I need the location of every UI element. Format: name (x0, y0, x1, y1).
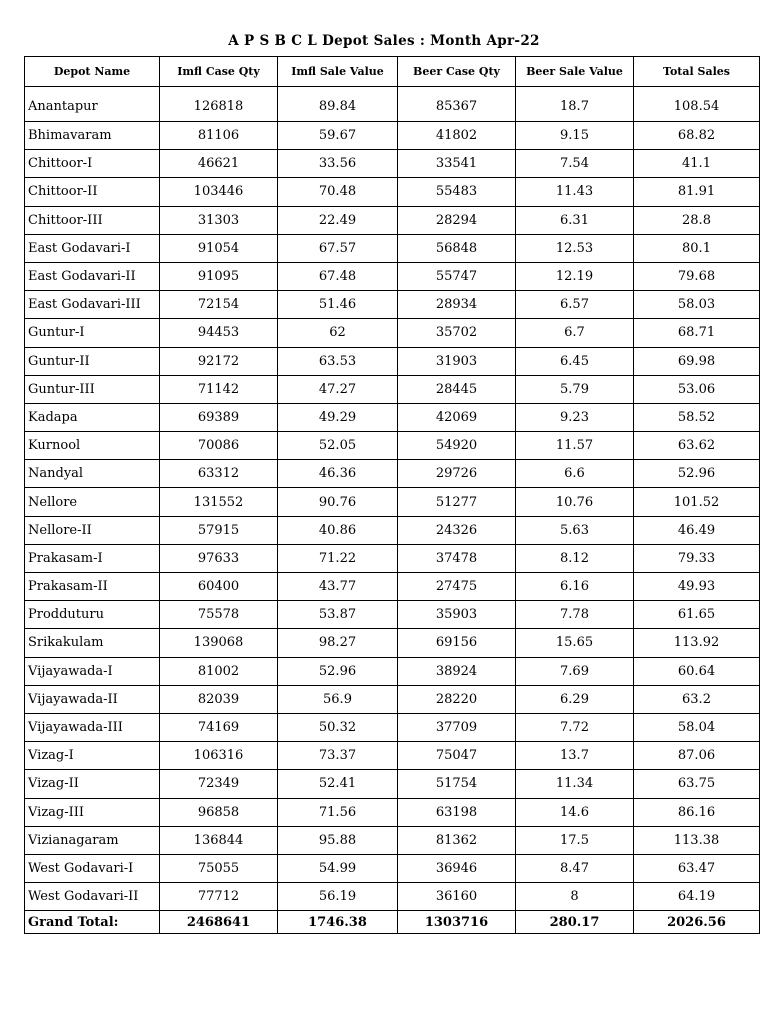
imfl-sale-value-cell: 22.49 (278, 206, 398, 234)
total-sales-cell: 113.38 (634, 826, 760, 854)
imfl-case-qty-cell: 82039 (160, 685, 278, 713)
imfl-sale-value-cell: 33.56 (278, 150, 398, 178)
beer-case-qty-cell: 41802 (398, 122, 516, 150)
imfl-sale-value-cell: 67.48 (278, 262, 398, 290)
table-row (25, 516, 760, 544)
beer-case-qty-cell: 56848 (398, 234, 516, 262)
depot-name-cell: Vizag-I (25, 742, 160, 770)
imfl-case-qty-cell: 136844 (160, 826, 278, 854)
beer-sale-value-cell: 8 (516, 883, 634, 911)
beer-sale-value-cell: 7.54 (516, 150, 634, 178)
total-sales-cell: 64.19 (634, 883, 760, 911)
imfl-case-qty-cell: 60400 (160, 573, 278, 601)
table-row (25, 770, 760, 798)
total-sales-cell: 69.98 (634, 347, 760, 375)
total-sales-cell: 108.54 (634, 87, 760, 122)
depot-name-cell: Vijayawada-I (25, 657, 160, 685)
table-row (25, 87, 760, 122)
table-row (25, 432, 760, 460)
column-header-beer-sale-value: Beer Sale Value (516, 57, 634, 87)
imfl-case-qty-cell: 46621 (160, 150, 278, 178)
imfl-sale-value-cell: 56.19 (278, 883, 398, 911)
beer-case-qty-cell: 55747 (398, 262, 516, 290)
total-sales-cell: 68.82 (634, 122, 760, 150)
beer-sale-value-cell: 11.57 (516, 432, 634, 460)
imfl-sale-value-cell: 52.41 (278, 770, 398, 798)
column-header-total-sales: Total Sales (634, 57, 760, 87)
imfl-sale-value-cell: 70.48 (278, 178, 398, 206)
imfl-sale-value-cell: 51.46 (278, 291, 398, 319)
beer-case-qty-cell: 54920 (398, 432, 516, 460)
depot-name-cell: Guntur-II (25, 347, 160, 375)
depot-name-cell: Chittoor-II (25, 178, 160, 206)
header-row (25, 57, 760, 87)
beer-case-qty-cell: 36160 (398, 883, 516, 911)
total-sales-cell: 86.16 (634, 798, 760, 826)
imfl-case-qty-cell: 106316 (160, 742, 278, 770)
depot-name-cell: East Godavari-III (25, 291, 160, 319)
table-row (25, 713, 760, 741)
column-header-imfl-sale-value: Imfl Sale Value (278, 57, 398, 87)
depot-name-cell: Vizag-III (25, 798, 160, 826)
grand-total-beer-sale-value: 280.17 (516, 911, 634, 934)
imfl-sale-value-cell: 50.32 (278, 713, 398, 741)
imfl-case-qty-cell: 77712 (160, 883, 278, 911)
imfl-sale-value-cell: 54.99 (278, 854, 398, 882)
total-sales-cell: 63.62 (634, 432, 760, 460)
depot-name-cell: Guntur-III (25, 375, 160, 403)
imfl-sale-value-cell: 56.9 (278, 685, 398, 713)
imfl-sale-value-cell: 53.87 (278, 601, 398, 629)
beer-sale-value-cell: 6.7 (516, 319, 634, 347)
beer-sale-value-cell: 12.19 (516, 262, 634, 290)
grand-total-total-sales: 2026.56 (634, 911, 760, 934)
table-row (25, 319, 760, 347)
grand-total-label: Grand Total: (25, 911, 160, 934)
total-sales-cell: 101.52 (634, 488, 760, 516)
total-sales-cell: 81.91 (634, 178, 760, 206)
imfl-sale-value-cell: 52.05 (278, 432, 398, 460)
total-sales-cell: 41.1 (634, 150, 760, 178)
beer-sale-value-cell: 15.65 (516, 629, 634, 657)
beer-sale-value-cell: 5.79 (516, 375, 634, 403)
table-row (25, 826, 760, 854)
beer-sale-value-cell: 8.47 (516, 854, 634, 882)
total-sales-cell: 63.2 (634, 685, 760, 713)
depot-name-cell: Vijayawada-II (25, 685, 160, 713)
depot-name-cell: Nandyal (25, 460, 160, 488)
table-row (25, 742, 760, 770)
table-row (25, 347, 760, 375)
depot-name-cell: Guntur-I (25, 319, 160, 347)
imfl-case-qty-cell: 91054 (160, 234, 278, 262)
beer-sale-value-cell: 12.53 (516, 234, 634, 262)
beer-case-qty-cell: 42069 (398, 403, 516, 431)
imfl-case-qty-cell: 75055 (160, 854, 278, 882)
beer-sale-value-cell: 6.6 (516, 460, 634, 488)
column-header-beer-case-qty: Beer Case Qty (398, 57, 516, 87)
beer-sale-value-cell: 6.29 (516, 685, 634, 713)
beer-sale-value-cell: 13.7 (516, 742, 634, 770)
total-sales-cell: 58.04 (634, 713, 760, 741)
depot-name-cell: Vijayawada-III (25, 713, 160, 741)
beer-case-qty-cell: 33541 (398, 150, 516, 178)
beer-case-qty-cell: 81362 (398, 826, 516, 854)
depot-name-cell: Nellore-II (25, 516, 160, 544)
beer-sale-value-cell: 18.7 (516, 87, 634, 122)
depot-name-cell: Prakasam-I (25, 544, 160, 572)
imfl-sale-value-cell: 47.27 (278, 375, 398, 403)
imfl-sale-value-cell: 62 (278, 319, 398, 347)
imfl-case-qty-cell: 91095 (160, 262, 278, 290)
beer-sale-value-cell: 7.69 (516, 657, 634, 685)
beer-case-qty-cell: 51754 (398, 770, 516, 798)
beer-sale-value-cell: 17.5 (516, 826, 634, 854)
table-row (25, 150, 760, 178)
imfl-case-qty-cell: 72349 (160, 770, 278, 798)
table-row (25, 685, 760, 713)
table-row (25, 291, 760, 319)
beer-sale-value-cell: 6.57 (516, 291, 634, 319)
beer-case-qty-cell: 28220 (398, 685, 516, 713)
depot-name-cell: Srikakulam (25, 629, 160, 657)
table-row (25, 262, 760, 290)
depot-name-cell: Anantapur (25, 87, 160, 122)
beer-case-qty-cell: 51277 (398, 488, 516, 516)
column-header-imfl-case-qty: Imfl Case Qty (160, 57, 278, 87)
beer-case-qty-cell: 85367 (398, 87, 516, 122)
imfl-case-qty-cell: 81106 (160, 122, 278, 150)
total-sales-cell: 87.06 (634, 742, 760, 770)
beer-case-qty-cell: 28934 (398, 291, 516, 319)
total-sales-cell: 52.96 (634, 460, 760, 488)
total-sales-cell: 80.1 (634, 234, 760, 262)
imfl-sale-value-cell: 46.36 (278, 460, 398, 488)
total-sales-cell: 63.47 (634, 854, 760, 882)
beer-sale-value-cell: 9.15 (516, 122, 634, 150)
imfl-case-qty-cell: 94453 (160, 319, 278, 347)
beer-case-qty-cell: 37478 (398, 544, 516, 572)
imfl-sale-value-cell: 49.29 (278, 403, 398, 431)
depot-name-cell: Vizianagaram (25, 826, 160, 854)
table-row (25, 573, 760, 601)
imfl-case-qty-cell: 139068 (160, 629, 278, 657)
beer-sale-value-cell: 11.43 (516, 178, 634, 206)
imfl-case-qty-cell: 70086 (160, 432, 278, 460)
imfl-sale-value-cell: 98.27 (278, 629, 398, 657)
total-sales-cell: 58.03 (634, 291, 760, 319)
table-row (25, 883, 760, 911)
depot-name-cell: Bhimavaram (25, 122, 160, 150)
depot-name-cell: East Godavari-II (25, 262, 160, 290)
total-sales-cell: 63.75 (634, 770, 760, 798)
grand-total-beer-case-qty: 1303716 (398, 911, 516, 934)
beer-sale-value-cell: 7.78 (516, 601, 634, 629)
beer-sale-value-cell: 6.31 (516, 206, 634, 234)
beer-case-qty-cell: 31903 (398, 347, 516, 375)
table-row (25, 629, 760, 657)
table-row (25, 403, 760, 431)
beer-case-qty-cell: 38924 (398, 657, 516, 685)
column-header-depot-name: Depot Name (25, 57, 160, 87)
beer-case-qty-cell: 35903 (398, 601, 516, 629)
beer-sale-value-cell: 11.34 (516, 770, 634, 798)
beer-sale-value-cell: 7.72 (516, 713, 634, 741)
table-row (25, 178, 760, 206)
beer-sale-value-cell: 5.63 (516, 516, 634, 544)
beer-case-qty-cell: 37709 (398, 713, 516, 741)
table-row (25, 206, 760, 234)
beer-case-qty-cell: 55483 (398, 178, 516, 206)
table-row (25, 798, 760, 826)
page-title: A P S B C L Depot Sales : Month Apr-22 (228, 33, 540, 49)
depot-name-cell: Nellore (25, 488, 160, 516)
imfl-sale-value-cell: 59.67 (278, 122, 398, 150)
depot-name-cell: East Godavari-I (25, 234, 160, 262)
imfl-case-qty-cell: 74169 (160, 713, 278, 741)
depot-name-cell: Prodduturu (25, 601, 160, 629)
imfl-case-qty-cell: 72154 (160, 291, 278, 319)
imfl-sale-value-cell: 71.56 (278, 798, 398, 826)
total-sales-cell: 49.93 (634, 573, 760, 601)
grand-total-imfl-sale-value: 1746.38 (278, 911, 398, 934)
grand-total-imfl-case-qty: 2468641 (160, 911, 278, 934)
imfl-sale-value-cell: 40.86 (278, 516, 398, 544)
total-sales-cell: 113.92 (634, 629, 760, 657)
imfl-case-qty-cell: 63312 (160, 460, 278, 488)
depot-name-cell: West Godavari-II (25, 883, 160, 911)
beer-case-qty-cell: 28445 (398, 375, 516, 403)
imfl-sale-value-cell: 43.77 (278, 573, 398, 601)
imfl-sale-value-cell: 67.57 (278, 234, 398, 262)
imfl-case-qty-cell: 69389 (160, 403, 278, 431)
depot-name-cell: Chittoor-III (25, 206, 160, 234)
total-sales-cell: 46.49 (634, 516, 760, 544)
imfl-case-qty-cell: 131552 (160, 488, 278, 516)
depot-name-cell: Prakasam-II (25, 573, 160, 601)
imfl-sale-value-cell: 73.37 (278, 742, 398, 770)
total-sales-cell: 28.8 (634, 206, 760, 234)
imfl-sale-value-cell: 95.88 (278, 826, 398, 854)
imfl-case-qty-cell: 75578 (160, 601, 278, 629)
depot-name-cell: Chittoor-I (25, 150, 160, 178)
total-sales-cell: 58.52 (634, 403, 760, 431)
imfl-sale-value-cell: 90.76 (278, 488, 398, 516)
grand-total-row (25, 911, 760, 934)
imfl-sale-value-cell: 71.22 (278, 544, 398, 572)
table-row (25, 122, 760, 150)
beer-sale-value-cell: 6.45 (516, 347, 634, 375)
depot-name-cell: West Godavari-I (25, 854, 160, 882)
imfl-sale-value-cell: 63.53 (278, 347, 398, 375)
depot-name-cell: Kurnool (25, 432, 160, 460)
imfl-sale-value-cell: 89.84 (278, 87, 398, 122)
imfl-case-qty-cell: 92172 (160, 347, 278, 375)
depot-sales-table (24, 56, 760, 934)
beer-case-qty-cell: 69156 (398, 629, 516, 657)
imfl-case-qty-cell: 103446 (160, 178, 278, 206)
beer-sale-value-cell: 8.12 (516, 544, 634, 572)
table-body (25, 87, 760, 911)
beer-sale-value-cell: 6.16 (516, 573, 634, 601)
beer-case-qty-cell: 35702 (398, 319, 516, 347)
imfl-case-qty-cell: 31303 (160, 206, 278, 234)
table-row (25, 601, 760, 629)
imfl-case-qty-cell: 126818 (160, 87, 278, 122)
table-row (25, 375, 760, 403)
beer-case-qty-cell: 29726 (398, 460, 516, 488)
imfl-case-qty-cell: 57915 (160, 516, 278, 544)
beer-sale-value-cell: 14.6 (516, 798, 634, 826)
imfl-case-qty-cell: 96858 (160, 798, 278, 826)
beer-sale-value-cell: 9.23 (516, 403, 634, 431)
imfl-case-qty-cell: 81002 (160, 657, 278, 685)
imfl-sale-value-cell: 52.96 (278, 657, 398, 685)
table-row (25, 854, 760, 882)
table-row (25, 657, 760, 685)
table-row (25, 544, 760, 572)
total-sales-cell: 61.65 (634, 601, 760, 629)
beer-case-qty-cell: 63198 (398, 798, 516, 826)
table-row (25, 488, 760, 516)
table-row (25, 234, 760, 262)
table-row (25, 460, 760, 488)
depot-name-cell: Kadapa (25, 403, 160, 431)
beer-case-qty-cell: 36946 (398, 854, 516, 882)
total-sales-cell: 53.06 (634, 375, 760, 403)
total-sales-cell: 68.71 (634, 319, 760, 347)
beer-sale-value-cell: 10.76 (516, 488, 634, 516)
depot-name-cell: Vizag-II (25, 770, 160, 798)
total-sales-cell: 60.64 (634, 657, 760, 685)
beer-case-qty-cell: 28294 (398, 206, 516, 234)
imfl-case-qty-cell: 97633 (160, 544, 278, 572)
total-sales-cell: 79.68 (634, 262, 760, 290)
beer-case-qty-cell: 27475 (398, 573, 516, 601)
beer-case-qty-cell: 75047 (398, 742, 516, 770)
beer-case-qty-cell: 24326 (398, 516, 516, 544)
imfl-case-qty-cell: 71142 (160, 375, 278, 403)
total-sales-cell: 79.33 (634, 544, 760, 572)
